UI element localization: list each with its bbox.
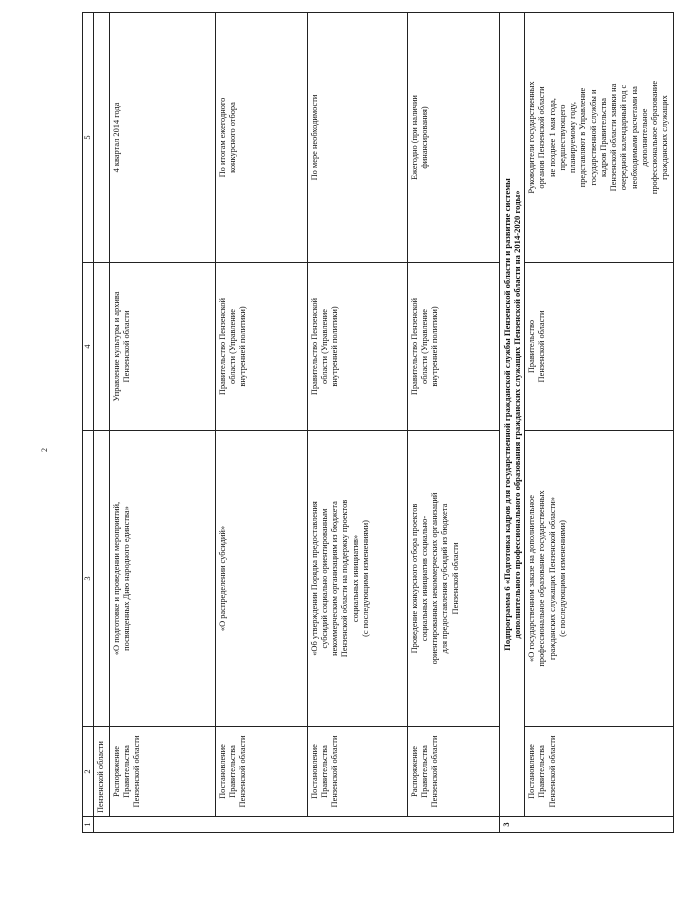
title-cell: «О распределении субсидий» [215,431,307,727]
doc-type-cell: Распоряжение Правительства Пензенской области [109,727,215,817]
header-col-5: 5 [83,13,94,263]
title-cell: Проведение конкурсного отбора проектов социальных инициатив социально- ориентированных некоммерческих организаций для предоставления субсидий из бюджета Пензенской области [407,431,499,727]
rotated-page [82,13,670,833]
legal-acts-table [82,12,674,833]
header-col-4: 4 [83,263,94,431]
subprogram-title-row [499,13,525,833]
table-row [407,13,499,833]
doc-type-cell: Постановление Правительства Пензенской области [307,727,407,817]
deadline-cell [94,13,109,263]
header-col-3: 3 [83,431,94,727]
deadline-cell: По мере необходимости [307,13,407,263]
subprogram-title: Подпрограмма 6 «Подготовка кадров для государственной гражданской службы Пензенской области и развитие системы дополнительного профессионального образования гражданских служащих Пензенской области на 2014-2020 годы» [499,13,525,817]
doc-type-cell: Постановление Правительства Пензенской области [525,727,674,817]
doc-type-cell: Пензенской области [94,727,109,817]
table-row [109,13,215,833]
deadline-cell: Ежегодно (при наличии финансирования) [407,13,499,263]
title-cell: «О государственном заказе на дополнительное профессиональное образование государственных гражданских служащих Пензенской области» (с последующими изменениями) [525,431,674,727]
row-number-cell [94,817,499,833]
table-row [94,13,109,833]
deadline-cell: 4 квартал 2014 года [109,13,215,263]
table-row [307,13,407,833]
executor-cell [94,263,109,431]
table-header-row [83,13,94,833]
executor-cell: Управление культуры и архива Пензенской области [109,263,215,431]
table-row [525,13,674,833]
header-col-2: 2 [83,727,94,817]
header-col-1: 1 [83,817,94,833]
deadline-cell: По итогам ежегодного конкурсного отбора [215,13,307,263]
executor-cell: Правительство Пензенской области (Управление внутренней политики) [215,263,307,431]
title-cell [94,431,109,727]
doc-type-cell: Распоряжение Правительства Пензенской области [407,727,499,817]
deadline-cell: Руководители государственных органов Пензенской области не позднее 1 мая года, предшествующего планируемому году, представляют в Управление государственной службы и кадров Правительства Пензенской области заявки на очередной календарный год с необходимыми расчетами на дополнительное профессиональное образование гражданских служащих [525,13,674,263]
table-row [215,13,307,833]
title-cell: «Об утверждении Порядка предоставления субсидий социально ориентированным некоммерческим организациям из бюджета Пензенской области на поддержку проектов социальных инициатив» (с последующими изменениями) [307,431,407,727]
executor-cell: Правительство Пензенской области [525,263,674,431]
page-number: 2 [40,448,49,452]
executor-cell: Правительство Пензенской области (Управление внутренней политики) [307,263,407,431]
title-cell: «О подготовке и проведении мероприятий, посвященных Дню народного единства» [109,431,215,727]
executor-cell: Правительство Пензенской области (Управление внутренней политики) [407,263,499,431]
subprogram-number: 3 [499,817,673,833]
doc-type-cell: Постановление Правительства Пензенской области [215,727,307,817]
